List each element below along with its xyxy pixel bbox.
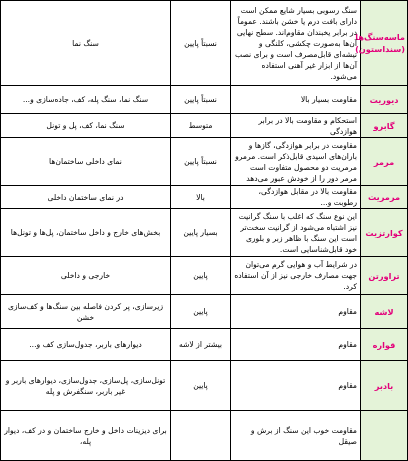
usage-cell: سنگ نما: [1, 1, 171, 86]
hardness-cell: پایین: [171, 257, 231, 295]
table-row: [1, 114, 408, 138]
hardness-cell: بسیار پایین: [171, 209, 231, 257]
properties-cell: مقاومت در برابر هوازدگی، گازها و باران‌های اسیدی قابل‌ذکر است. مرمرو مرمریت دو محصول متفاوت است مرمر دور را از خودش عبور می‌دهد: [231, 138, 361, 186]
table-row: [1, 86, 408, 114]
table-row: [1, 329, 408, 361]
stone-name-cell: گابرو: [361, 114, 408, 138]
stone-name-cell: [361, 411, 408, 461]
hardness-cell: نسبتاً پایین: [171, 138, 231, 186]
hardness-cell: [171, 411, 231, 461]
properties-cell: مقاوم: [231, 329, 361, 361]
hardness-cell: بیشتر از لاشه: [171, 329, 231, 361]
stone-name-cell: مرمر: [361, 138, 408, 186]
usage-cell: بخش‌های خارج و داخل ساختمان، پل‌ها و تونل‌ها: [1, 209, 171, 257]
usage-cell: نمای داخلی ساختمان‌ها: [1, 138, 171, 186]
properties-cell: مقاوم: [231, 361, 361, 411]
usage-cell: در نمای ساختمان داخلی: [1, 186, 171, 209]
usage-cell: سنگ نما، کف، پل و تونل: [1, 114, 171, 138]
properties-cell: در شرایط آب و هوایی گرم می‌توان جهت مصارف خارجی نیز از آن استفاده کرد.: [231, 257, 361, 295]
stone-name-cell: تراورتن: [361, 257, 408, 295]
table-row: [1, 1, 408, 86]
table-row: [1, 209, 408, 257]
usage-cell: سنگ نما، سنگ پله، کف، جاده‌سازی و...: [1, 86, 171, 114]
usage-cell: خارجی و داخلی: [1, 257, 171, 295]
stone-name-cell: لاشه: [361, 295, 408, 329]
table-row: [1, 361, 408, 411]
stone-name-cell: دیوریت: [361, 86, 408, 114]
properties-cell: استحکام و مقاومت بالا در برابر هوازدگی: [231, 114, 361, 138]
usage-cell: تونل‌سازی، پل‌سازی، جدول‌سازی، دیوارهای باربر و غیر باربر، سنگفرش و پله: [1, 361, 171, 411]
table-row: [1, 186, 408, 209]
stone-name-cell: قواره: [361, 329, 408, 361]
table-row: [1, 257, 408, 295]
properties-cell: مقاومت بالا در مقابل هوازدگی، رطوبت و...: [231, 186, 361, 209]
hardness-cell: پایین: [171, 295, 231, 329]
properties-cell: سنگ رسوبی بسیار شایع ممکن است دارای بافت درم یا خشن باشند. عموماً در برابر یخبندان مقاوم‌اند. سطح نهایی آن‌ها به‌صورت چکشی، کلنگی و تیشه‌ای قابل‌مصرف است و برای نصب آن‌ها از ابزار غیر آهنی استفاده می‌شود.: [231, 1, 361, 86]
properties-cell: مقاوم: [231, 295, 361, 329]
table-row: [1, 295, 408, 329]
hardness-cell: نسبتاً پایین: [171, 1, 231, 86]
stone-name-cell: مرمریت: [361, 186, 408, 209]
usage-cell: دیوارهای باربر، جدول‌سازی کف و...: [1, 329, 171, 361]
properties-cell: مقاومت خوب این سنگ از برش و صیقل: [231, 411, 361, 461]
stone-name-cell: کوارتزیت: [361, 209, 408, 257]
usage-cell: برای دیزینات داخل و خارج ساختمان و در کف، دیوار پله،: [1, 411, 171, 461]
table-row: [1, 138, 408, 186]
hardness-cell: متوسط: [171, 114, 231, 138]
hardness-cell: پایین: [171, 361, 231, 411]
stone-name-cell: بادبر: [361, 361, 408, 411]
hardness-cell: نسبتاً پایین: [171, 86, 231, 114]
table-row: [1, 411, 408, 461]
properties-cell: مقاومت بسیار بالا: [231, 86, 361, 114]
stone-name-cell: ماسه‌سنگ‌ها (سنداستون): [361, 1, 408, 86]
hardness-cell: بالا: [171, 186, 231, 209]
usage-cell: زیرسازی، پر کردن فاصله بین سنگ‌ها و کف‌سازی خشن: [1, 295, 171, 329]
properties-cell: این نوع سنگ که اغلب با سنگ گرانیت نیز اشتباه می‌شود از گرانیت سخت‌تر است این سنگ با ظاهر زبر و بلوری خود قابل‌شناسایی است.: [231, 209, 361, 257]
